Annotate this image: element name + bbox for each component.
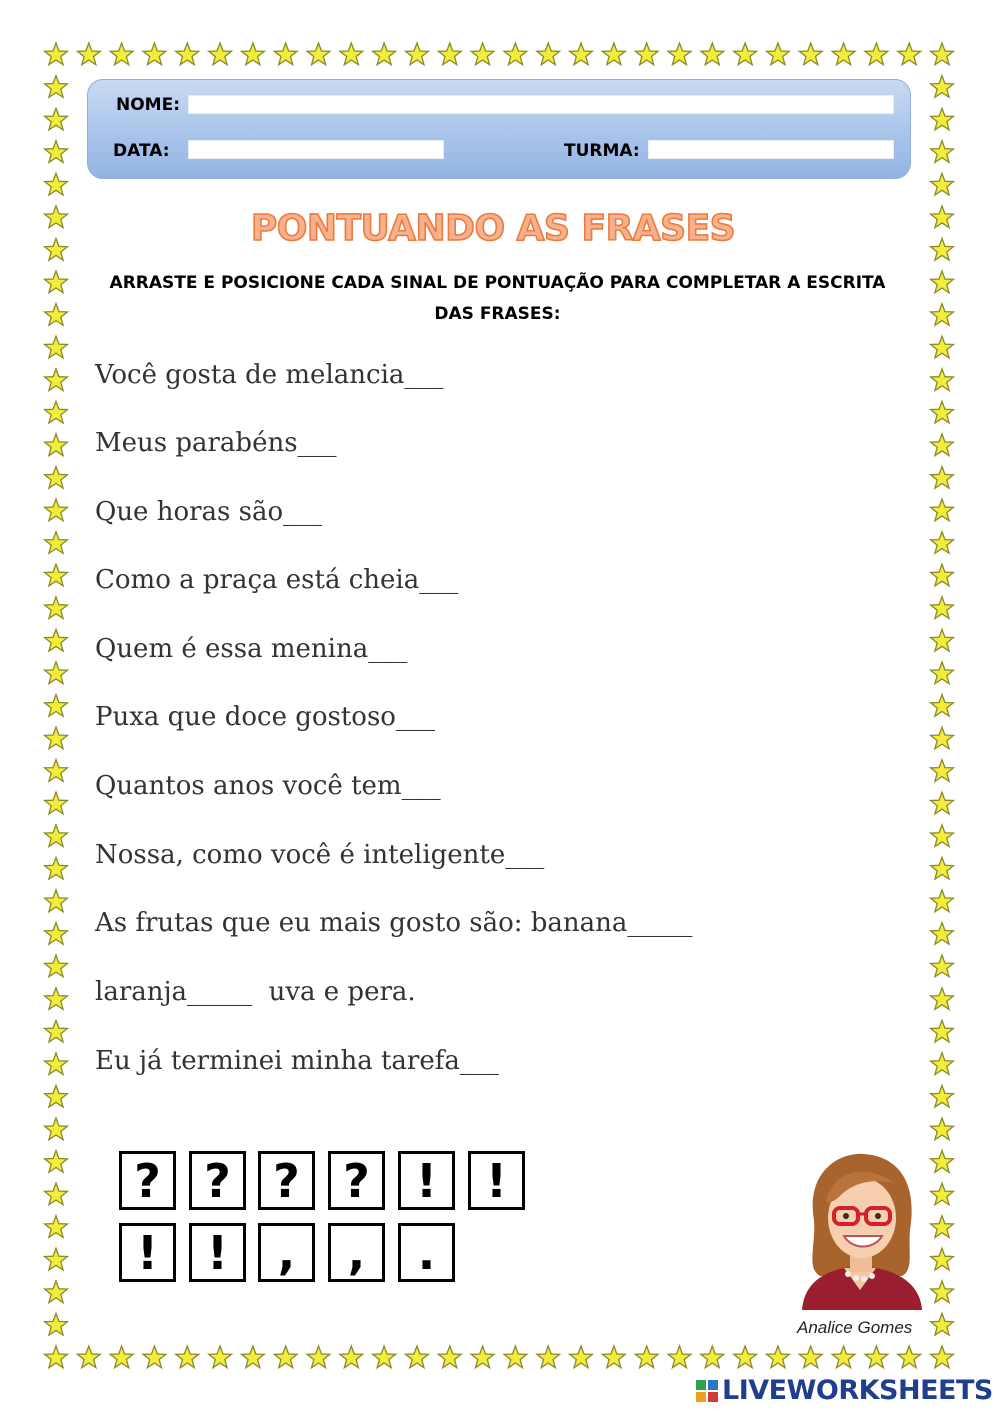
star-icon [373, 43, 396, 65]
star-icon [931, 1346, 954, 1368]
sentence-3: Que horas são___ [95, 497, 323, 527]
star-icon [931, 825, 954, 847]
star-icon [45, 43, 68, 65]
sentence-5: Quem é essa menina___ [95, 634, 408, 664]
star-icon [931, 1281, 954, 1303]
star-icon [45, 1183, 68, 1205]
star-icon [45, 1216, 68, 1238]
star-icon [209, 1346, 232, 1368]
star-icon [931, 857, 954, 879]
star-icon [799, 43, 822, 65]
question-mark-tile[interactable]: ? [189, 1151, 246, 1210]
star-icon [931, 369, 954, 391]
star-icon [931, 1085, 954, 1107]
star-icon [45, 564, 68, 586]
star-icon [734, 43, 757, 65]
question-mark-tile[interactable]: ? [258, 1151, 315, 1210]
star-icon [307, 43, 330, 65]
star-icon [931, 141, 954, 163]
date-label: DATA: [113, 141, 170, 161]
star-icon [832, 1346, 855, 1368]
star-icon [242, 1346, 265, 1368]
brand-grid-icon [696, 1380, 718, 1402]
star-icon [537, 43, 560, 65]
star-icon [931, 271, 954, 293]
star-icon [734, 1346, 757, 1368]
star-icon [45, 271, 68, 293]
star-icon [931, 695, 954, 717]
sentence-10: laranja_____ uva e pera. [95, 977, 416, 1007]
star-icon [931, 532, 954, 554]
star-icon [931, 76, 954, 98]
star-icon [668, 1346, 691, 1368]
star-icon [406, 1346, 429, 1368]
star-icon [931, 499, 954, 521]
sentence-9: As frutas que eu mais gosto são: banana_____ [95, 908, 693, 938]
star-icon [77, 43, 100, 65]
star-icon [45, 890, 68, 912]
sentence-11: Eu já terminei minha tarefa___ [95, 1046, 499, 1076]
star-icon [931, 1248, 954, 1270]
star-icon [373, 1346, 396, 1368]
star-icon [701, 1346, 724, 1368]
star-icon [832, 43, 855, 65]
author-name: Analice Gomes [797, 1318, 913, 1337]
star-icon [931, 890, 954, 912]
star-icon [45, 1085, 68, 1107]
student-info-box [87, 79, 911, 179]
star-icon [340, 1346, 363, 1368]
star-icon [931, 108, 954, 130]
class-field[interactable] [648, 140, 894, 159]
period-tile[interactable]: . [398, 1223, 455, 1282]
star-icon [45, 1020, 68, 1042]
star-icon [898, 43, 921, 65]
question-mark-tile[interactable]: ? [119, 1151, 176, 1210]
exclamation-mark-tile[interactable]: ! [468, 1151, 525, 1210]
star-icon [45, 336, 68, 358]
star-icon [504, 43, 527, 65]
star-icon [931, 923, 954, 945]
question-mark-tile[interactable]: ? [328, 1151, 385, 1210]
star-icon [176, 43, 199, 65]
star-icon [45, 1248, 68, 1270]
star-icon [45, 173, 68, 195]
page-title: PONTUANDO AS FRASES [250, 208, 736, 249]
exclamation-mark-tile[interactable]: ! [189, 1223, 246, 1282]
star-icon [209, 43, 232, 65]
sentence-2: Meus parabéns___ [95, 428, 337, 458]
star-icon [45, 304, 68, 326]
star-icon [931, 1216, 954, 1238]
star-icon [931, 304, 954, 326]
star-icon [45, 1053, 68, 1075]
star-icon [898, 1346, 921, 1368]
star-icon [931, 43, 954, 65]
star-icon [45, 369, 68, 391]
author-avatar [796, 1150, 926, 1310]
star-icon [931, 564, 954, 586]
star-icon [45, 955, 68, 977]
star-icon [45, 499, 68, 521]
star-icon [668, 43, 691, 65]
star-icon [45, 695, 68, 717]
star-icon [931, 1313, 954, 1335]
sentence-1: Você gosta de melancia___ [95, 360, 444, 390]
star-icon [45, 662, 68, 684]
star-icon [45, 532, 68, 554]
star-icon [45, 988, 68, 1010]
star-icon [931, 597, 954, 619]
exclamation-mark-tile[interactable]: ! [119, 1223, 176, 1282]
star-icon [799, 1346, 822, 1368]
star-icon [438, 1346, 461, 1368]
comma-tile[interactable]: , [328, 1223, 385, 1282]
star-icon [45, 76, 68, 98]
star-icon [471, 43, 494, 65]
sentence-6: Puxa que doce gostoso___ [95, 702, 435, 732]
exclamation-mark-tile[interactable]: ! [398, 1151, 455, 1210]
star-icon [537, 1346, 560, 1368]
star-icon [865, 1346, 888, 1368]
star-icon [931, 955, 954, 977]
star-icon [767, 43, 790, 65]
star-icon [931, 434, 954, 456]
star-icon [931, 760, 954, 782]
star-icon [635, 1346, 658, 1368]
star-icon [767, 1346, 790, 1368]
star-icon [931, 988, 954, 1010]
star-icon [45, 141, 68, 163]
star-icon [176, 1346, 199, 1368]
star-icon [570, 43, 593, 65]
star-icon [931, 401, 954, 423]
star-icon [45, 857, 68, 879]
star-icon [931, 467, 954, 489]
star-icon [45, 727, 68, 749]
star-icon [45, 467, 68, 489]
star-icon [143, 1346, 166, 1368]
instructions: ARRASTE E POSICIONE CADA SINAL DE PONTUAÇÃO PARA COMPLETAR A ESCRITA DAS FRASES: [109, 273, 886, 324]
star-icon [45, 792, 68, 814]
star-icon [931, 173, 954, 195]
star-icon [45, 401, 68, 423]
star-icon [45, 1313, 68, 1335]
star-icon [406, 43, 429, 65]
star-icon [504, 1346, 527, 1368]
liveworksheets-logo [696, 1375, 993, 1406]
star-icon [865, 43, 888, 65]
star-icon [45, 597, 68, 619]
star-icon [274, 1346, 297, 1368]
star-icon [45, 1151, 68, 1173]
star-icon [274, 43, 297, 65]
star-icon [110, 43, 133, 65]
star-icon [45, 434, 68, 456]
star-icon [45, 1118, 68, 1140]
star-icon [570, 1346, 593, 1368]
class-label: TURMA: [564, 141, 640, 161]
star-icon [340, 43, 363, 65]
star-icon [307, 1346, 330, 1368]
star-icon [701, 43, 724, 65]
brand-text: LIVEWORKSHEETS [722, 1375, 993, 1406]
star-icon [77, 1346, 100, 1368]
date-field[interactable] [188, 140, 444, 159]
star-icon [242, 43, 265, 65]
star-icon [45, 1346, 68, 1368]
star-icon [45, 1281, 68, 1303]
sentence-4: Como a praça está cheia___ [95, 565, 459, 595]
sentence-7: Quantos anos você tem___ [95, 771, 441, 801]
name-label: NOME: [116, 95, 181, 115]
star-icon [931, 1020, 954, 1042]
star-icon [602, 43, 625, 65]
star-icon [45, 629, 68, 651]
star-icon [602, 1346, 625, 1368]
star-icon [931, 1183, 954, 1205]
star-icon [931, 1118, 954, 1140]
comma-tile[interactable]: , [258, 1223, 315, 1282]
star-icon [471, 1346, 494, 1368]
star-icon [45, 923, 68, 945]
sentence-8: Nossa, como você é inteligente___ [95, 840, 545, 870]
name-field[interactable] [188, 95, 894, 114]
star-icon [143, 43, 166, 65]
star-icon [635, 43, 658, 65]
star-icon [931, 1151, 954, 1173]
star-icon [110, 1346, 133, 1368]
star-icon [931, 662, 954, 684]
star-icon [931, 1053, 954, 1075]
star-icon [931, 727, 954, 749]
star-icon [438, 43, 461, 65]
star-icon [931, 336, 954, 358]
star-icon [931, 792, 954, 814]
star-icon [931, 629, 954, 651]
star-icon [45, 825, 68, 847]
star-icon [45, 108, 68, 130]
star-icon [45, 760, 68, 782]
